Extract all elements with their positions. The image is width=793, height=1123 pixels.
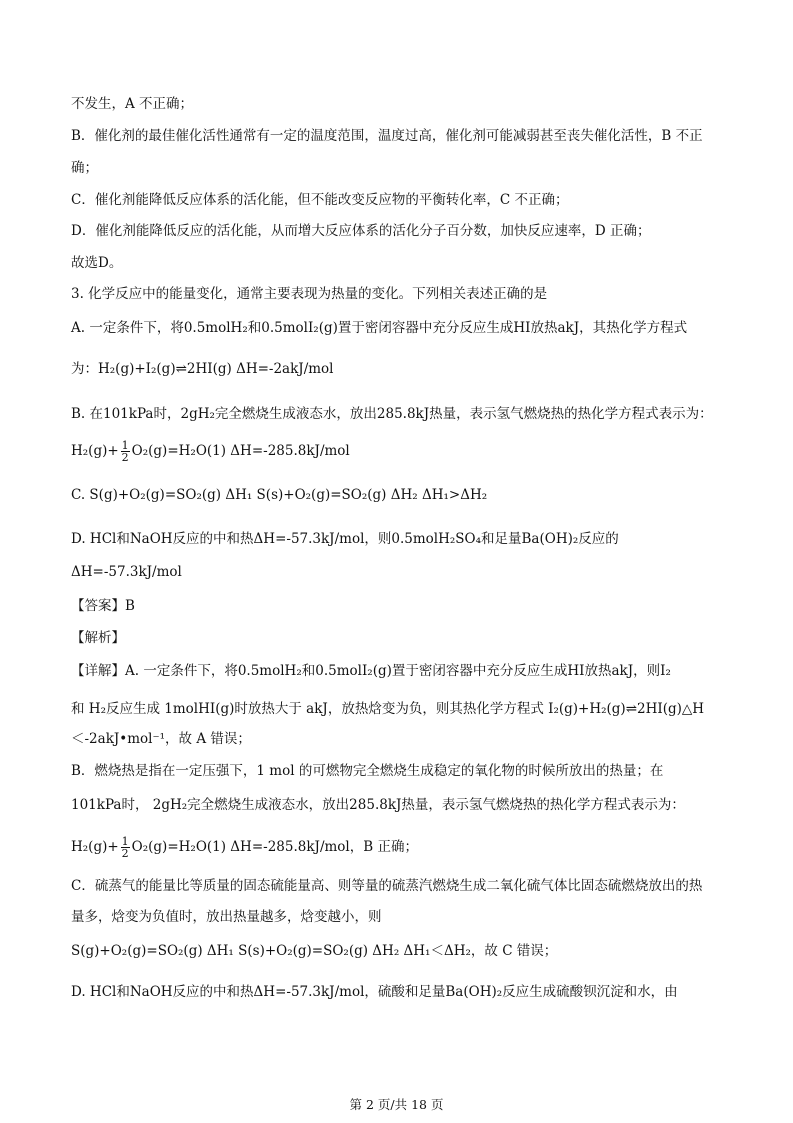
fraction-numerator: 1 xyxy=(121,835,129,848)
option-b: B. 在101kPa时，2gH₂完全燃烧生成液态水，放出285.8kJ热量，表示氢气燃烧热的热化学方程式表示为： xyxy=(71,406,713,422)
detail-d: D. HCl和NaOH反应的中和热ΔH=-57.3kJ/mol，硫酸和足量Ba(OH)₂反应生成硫酸钡沉淀和水，由 xyxy=(71,984,678,1000)
text-line: 101kPa时， 2gH₂完全燃烧生成液态水，放出285.8kJ热量，表示氢气燃烧热的热化学方程式表示为： xyxy=(71,797,685,813)
text-line: 故选D。 xyxy=(71,255,123,271)
equation-right: O₂(g)=H₂O(1) ΔH=-285.8kJ/mol xyxy=(131,443,350,459)
option-c: C. S(g)+O₂(g)=SO₂(g) ΔH₁ S(s)+O₂(g)=SO₂(g) ΔH₂ ΔH₁>ΔH₂ xyxy=(71,487,488,503)
text-line: 量多，焓变为负值时，放出热量越多，焓变越小，则 xyxy=(71,909,382,925)
detail-c-equation: S(g)+O₂(g)=SO₂(g) ΔH₁ S(s)+O₂(g)=SO₂(g) ΔH₂ ΔH₁＜ΔH₂，故 C 错误； xyxy=(71,943,558,959)
equation-right: O₂(g)=H₂O(1) ΔH=-285.8kJ/mol，B 正确； xyxy=(131,839,418,855)
fraction-one-half xyxy=(121,836,130,859)
text-line: 和 H₂反应生成 1molHI(g)时放热大于 akJ，放热焓变为负，则其热化学方程式 I₂(g)+H₂(g)⇌2HI(g)△H xyxy=(71,701,705,717)
text-line: C．催化剂能降低反应体系的活化能，但不能改变反应物的平衡转化率，C 不正确； xyxy=(71,192,569,208)
equation-left: H₂(g)+ xyxy=(71,839,119,855)
analysis-label: 【解析】 xyxy=(71,630,125,646)
answer-label: 【答案】B xyxy=(71,598,135,614)
text-line: B．催化剂的最佳催化活性通常有一定的温度范围，温度过高，催化剂可能减弱甚至丧失催化活性，B 不正 xyxy=(71,128,703,144)
fraction-numerator: 1 xyxy=(121,439,129,452)
fraction-denominator: 2 xyxy=(121,451,129,464)
detail-a: 【详解】A. 一定条件下，将0.5molH₂和0.5molI₂(g)置于密闭容器中充分反应生成HI放热akJ，则I₂ xyxy=(71,663,671,679)
text-line: D．催化剂能降低反应的活化能，从而增大反应体系的活化分子百分数，加快反应速率，D 正确； xyxy=(71,223,651,239)
equation-left: H₂(g)+ xyxy=(71,443,119,459)
question-stem: 3. 化学反应中的能量变化，通常主要表现为热量的变化。下列相关表述正确的是 xyxy=(71,286,548,302)
option-d: D. HCl和NaOH反应的中和热ΔH=-57.3kJ/mol，则0.5molH₂SO₄和足量Ba(OH)₂反应的 xyxy=(71,531,619,547)
detail-b-equation xyxy=(71,836,418,859)
option-d-continued: ΔH=-57.3kJ/mol xyxy=(71,564,182,580)
fraction-one-half xyxy=(121,440,130,463)
text-line: 确； xyxy=(71,160,98,176)
detail-b: B．燃烧热是指在一定压强下，1 mol 的可燃物完全燃烧生成稳定的氧化物的时候所放出的热量；在 xyxy=(71,763,664,779)
option-a: A. 一定条件下，将0.5molH₂和0.5molI₂(g)置于密闭容器中充分反应生成HI放热akJ，其热化学方程式 xyxy=(71,320,688,336)
option-a-equation: 为：H₂(g)+I₂(g)⇌2HI(g) ΔH=-2akJ/mol xyxy=(71,361,334,377)
fraction-denominator: 2 xyxy=(121,847,129,860)
option-b-equation xyxy=(71,440,350,463)
text-line: 不发生，A 不正确； xyxy=(71,96,194,112)
detail-c: C．硫蒸气的能量比等质量的固态硫能量高、则等量的硫蒸汽燃烧生成二氧化硫气体比固态硫燃烧放出的热 xyxy=(71,878,703,894)
text-line: ＜-2akJ•mol⁻¹，故 A 错误； xyxy=(71,731,251,747)
page-footer: 第 2 页/共 18 页 xyxy=(349,1097,444,1112)
